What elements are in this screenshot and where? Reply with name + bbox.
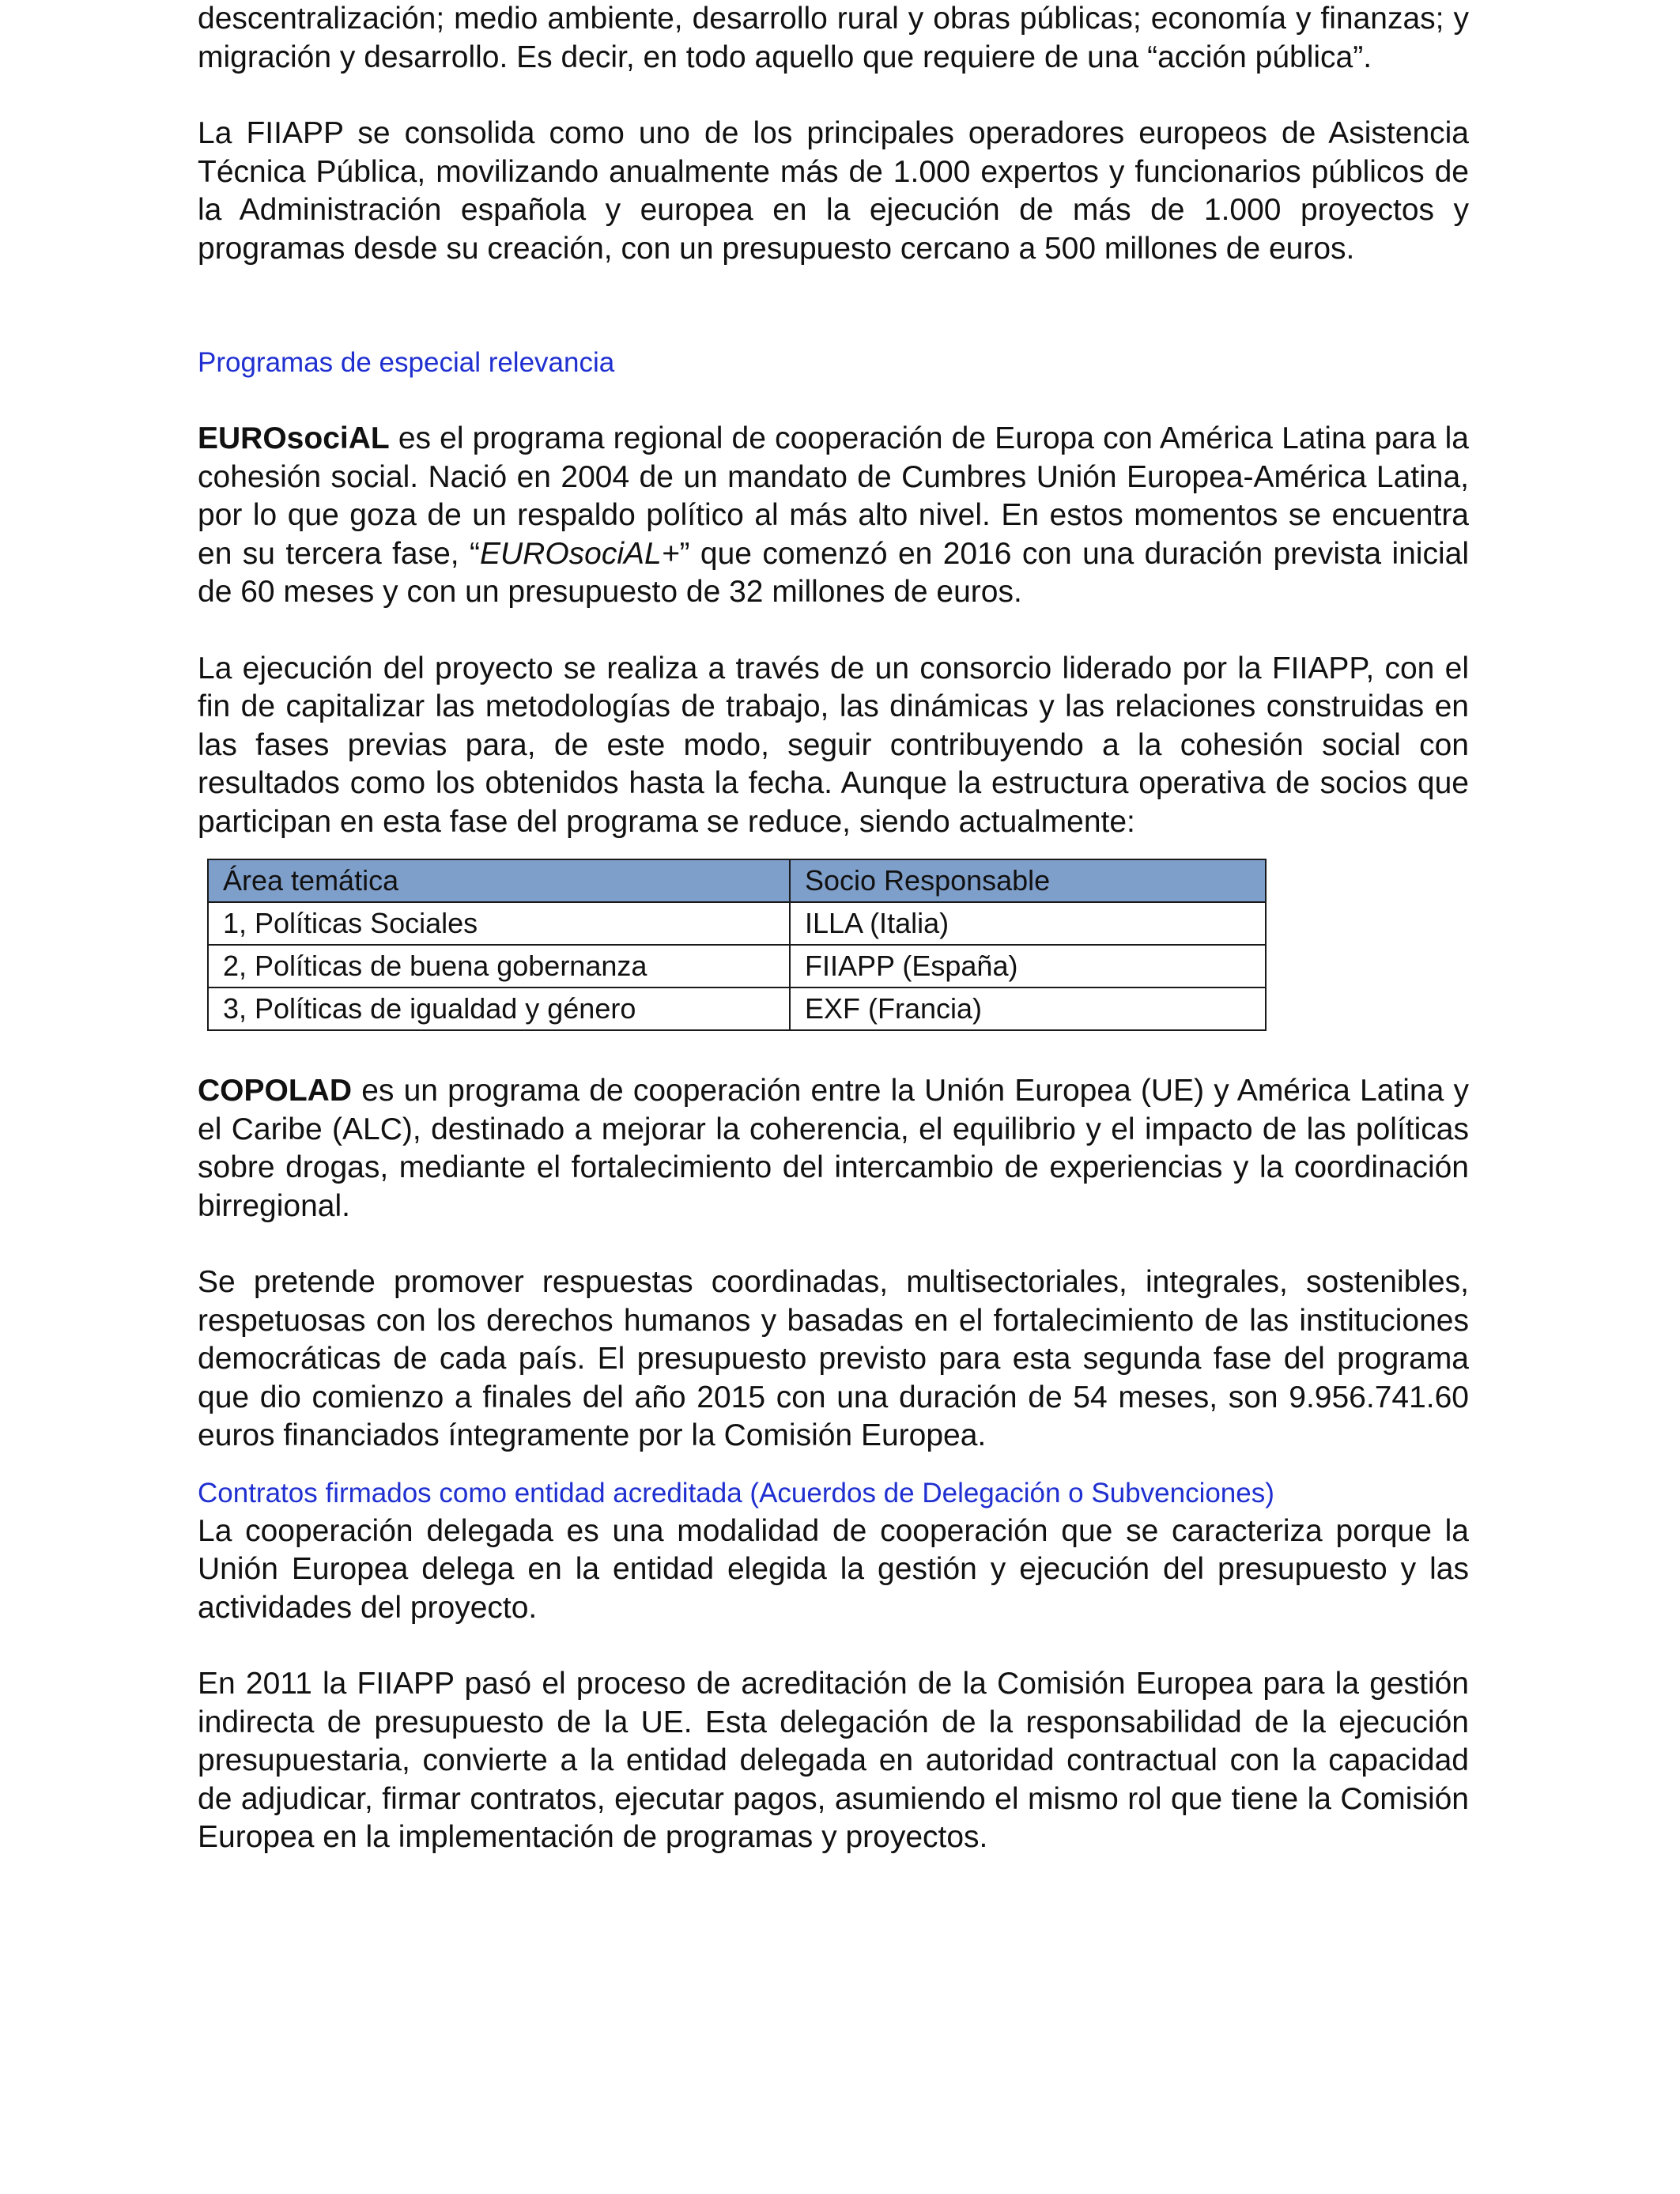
intro-paragraph-1: descentralización; medio ambiente, desarrollo rural y obras públicas; economía y finanzas; y migración y desarrollo. Es decir, en todo aquello que requiere de una “acción pública”.	[198, 2, 1469, 74]
table-row	[208, 945, 1266, 987]
eurosocial-plus: EUROsociAL+	[480, 536, 680, 571]
acreditacion-paragraph: En 2011 la FIIAPP pasó el proceso de acreditación de la Comisión Europea para la gestión indirecta de presupuesto de la UE. Esta delegación de la responsabilidad de la ejecución presupuestaria, convierte a la entidad delegada en autoridad contractual con la capacidad de adjudicar, firmar contratos, ejecutar pagos, asumiendo el mismo rol que tiene la Comisión Europea en la implementación de programas y proyectos.	[198, 1667, 1469, 1854]
socios-table	[207, 859, 1267, 1031]
copolad-name: COPOLAD	[198, 1074, 352, 1108]
table-cell-area: 3, Políticas de igualdad y género	[208, 987, 790, 1030]
table-row	[208, 902, 1266, 945]
table-cell-socio: ILLA (Italia)	[790, 902, 1266, 945]
table-header-area: Área temática	[208, 859, 790, 902]
table-cell-socio: FIIAPP (España)	[790, 945, 1266, 987]
cooperacion-delegada-paragraph: La cooperación delegada es una modalidad de cooperación que se caracteriza porque la Unión Europea delega en la entidad elegida la gestión y ejecución del presupuesto y las actividades del proyecto.	[198, 1513, 1469, 1625]
table-header-socio: Socio Responsable	[790, 859, 1266, 902]
intro-paragraph-2: La FIIAPP se consolida como uno de los principales operadores europeos de Asistencia Técnica Pública, movilizando anualmente más de 1.000 expertos y funcionarios públicos de la Administración española y europea en la ejecución de más de 1.000 proyectos y programas desde su creación, con un presupuesto cercano a 500 millones de euros.	[198, 116, 1469, 266]
eurosocial-text-a: es el programa regional de cooperación de Europa con América Latina para la cohesión social. Nació en 2004 de un mandato de Cumbres Unión Europea-América Latina, por lo que goza de un respaldo político al más alto nivel. En estos momentos se encuentra en su tercera fase, “	[198, 421, 1469, 571]
eurosocial-text-b: ” que comenzó en 2016 con una duración prevista inicial de 60 meses y con un presupuesto de 32 millones de euros.	[198, 536, 1469, 609]
table-cell-area: 1, Políticas Sociales	[208, 902, 790, 945]
eurosocial-paragraph	[198, 420, 1469, 612]
document-page	[198, 0, 1469, 1857]
consorcio-paragraph: La ejecución del proyecto se realiza a través de un consorcio liderado por la FIIAPP, con el fin de capitalizar las metodologías de trabajo, las dinámicas y las relaciones construidas en las fases previas para, de este modo, seguir contribuyendo a la cohesión social con resultados como los obtenidos hasta la fecha. Aunque la estructura operativa de socios que participan en esta fase del programa se reduce, siendo actualmente:	[198, 651, 1469, 839]
table-cell-area: 2, Políticas de buena gobernanza	[208, 945, 790, 987]
section-heading-programas: Programas de especial relevancia	[198, 347, 615, 378]
copolad-text: es un programa de cooperación entre la Unión Europea (UE) y América Latina y el Caribe (ALC), destinado a mejorar la coherencia, el equilibrio y el impacto de las políticas sobre drogas, mediante el fortalecimiento del intercambio de experiencias y la coordinación birregional.	[198, 1074, 1469, 1223]
table-cell-socio: EXF (Francia)	[790, 987, 1266, 1030]
table-header-row	[208, 859, 1266, 902]
table-row	[208, 987, 1266, 1030]
section-heading-contratos: Contratos firmados como entidad acreditada (Acuerdos de Delegación o Subvenciones)	[198, 1477, 1274, 1509]
copolad-paragraph	[198, 1072, 1469, 1225]
respuestas-paragraph: Se pretende promover respuestas coordinadas, multisectoriales, integrales, sostenibles, respetuosas con los derechos humanos y basadas en el fortalecimiento de las instituciones democráticas de cada país. El presupuesto previsto para esta segunda fase del programa que dio comienzo a finales del año 2015 con una duración de 54 meses, son 9.956.741.60 euros financiados íntegramente por la Comisión Europea.	[198, 1265, 1469, 1452]
eurosocial-name: EUROsociAL	[198, 421, 390, 455]
